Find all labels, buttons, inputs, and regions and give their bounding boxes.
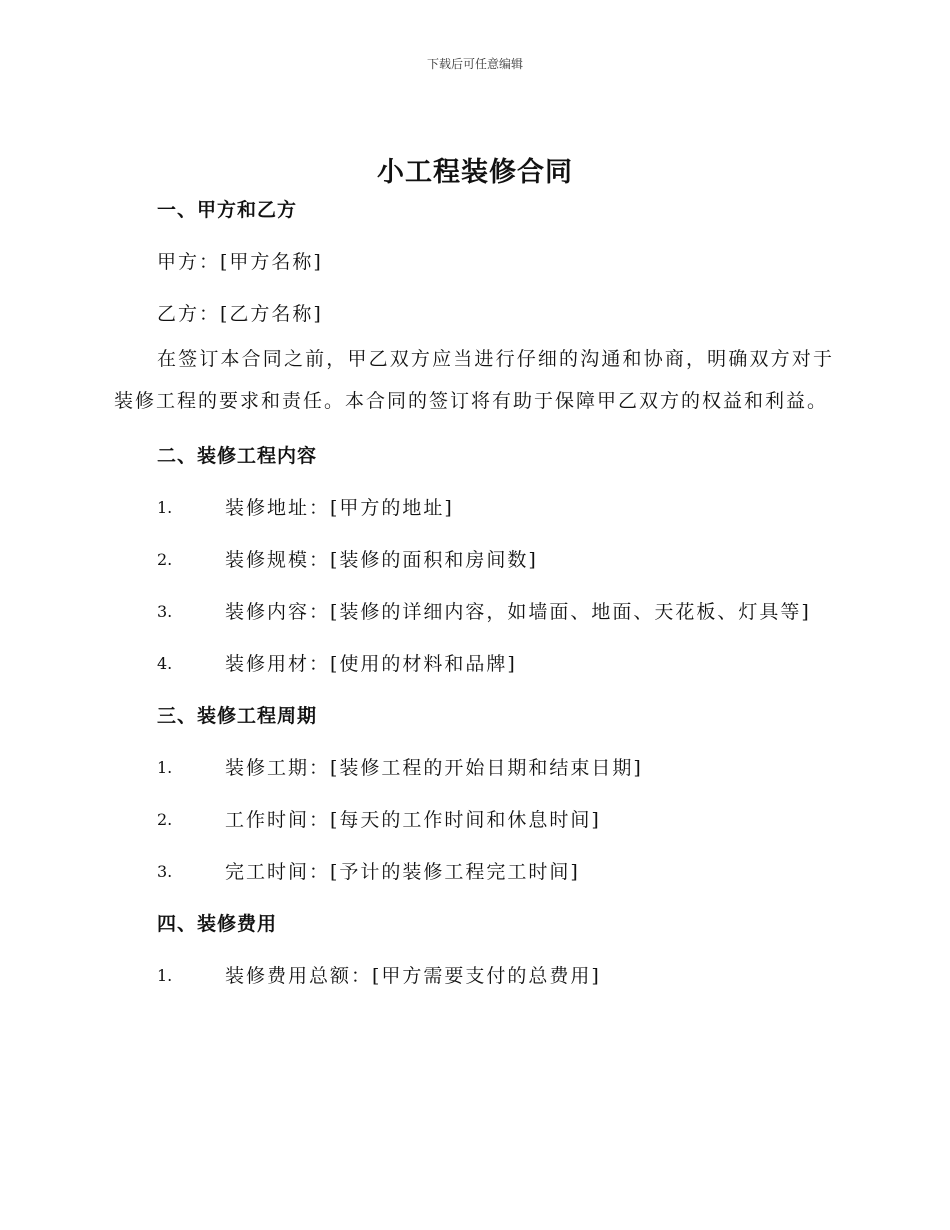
- section-heading-parties: 一、甲方和乙方: [157, 199, 298, 221]
- list-item-text: 完工时间：[予计的装修工程完工时间]: [225, 861, 580, 883]
- list-item-number: 3.: [157, 862, 173, 881]
- intro-paragraph: 在签订本合同之前，甲乙双方应当进行仔细的沟通和协商，明确双方对于装修工程的要求和责任。本合同的签订将有助于保障甲乙双方的权益和利益。: [114, 348, 834, 412]
- list-item: [157, 754, 834, 782]
- document-body: [114, 196, 834, 990]
- document-title: 小工程装修合同: [377, 157, 573, 188]
- list-item-number: 1.: [157, 758, 173, 777]
- list-item: [157, 858, 834, 886]
- page-header-note: 下载后可任意编辑: [426, 57, 523, 71]
- list-item-number: 4.: [157, 654, 173, 673]
- list-item-text: 装修地址：[甲方的地址]: [225, 497, 454, 519]
- party-b-line: 乙方：[乙方名称]: [157, 303, 323, 325]
- list-item: [157, 650, 834, 678]
- section-heading-schedule: 三、装修工程周期: [157, 705, 318, 727]
- list-item-text: 装修工期：[装修工程的开始日期和结束日期]: [225, 757, 643, 779]
- list-item: [157, 806, 834, 834]
- list-item-number: 2.: [157, 810, 173, 829]
- list-item: [157, 962, 834, 990]
- list-item-number: 2.: [157, 550, 173, 569]
- list-item-text: 装修费用总额：[甲方需要支付的总费用]: [225, 965, 601, 987]
- list-item-text: 装修规模：[装修的面积和房间数]: [225, 549, 538, 571]
- list-item: [157, 598, 834, 626]
- list-item-text: 装修用材：[使用的材料和品牌]: [225, 653, 517, 675]
- list-item: [157, 546, 834, 574]
- list-item-number: 3.: [157, 602, 173, 621]
- section-heading-cost: 四、装修费用: [157, 913, 278, 935]
- list-item-text: 工作时间：[每天的工作时间和休息时间]: [225, 809, 601, 831]
- list-item-number: 1.: [157, 498, 173, 517]
- section-heading-content: 二、装修工程内容: [157, 445, 318, 467]
- list-item-text: 装修内容：[装修的详细内容，如墙面、地面、天花板、灯具等]: [225, 601, 811, 623]
- party-a-line: 甲方：[甲方名称]: [157, 251, 323, 273]
- list-item: [157, 494, 834, 522]
- list-item-number: 1.: [157, 966, 173, 985]
